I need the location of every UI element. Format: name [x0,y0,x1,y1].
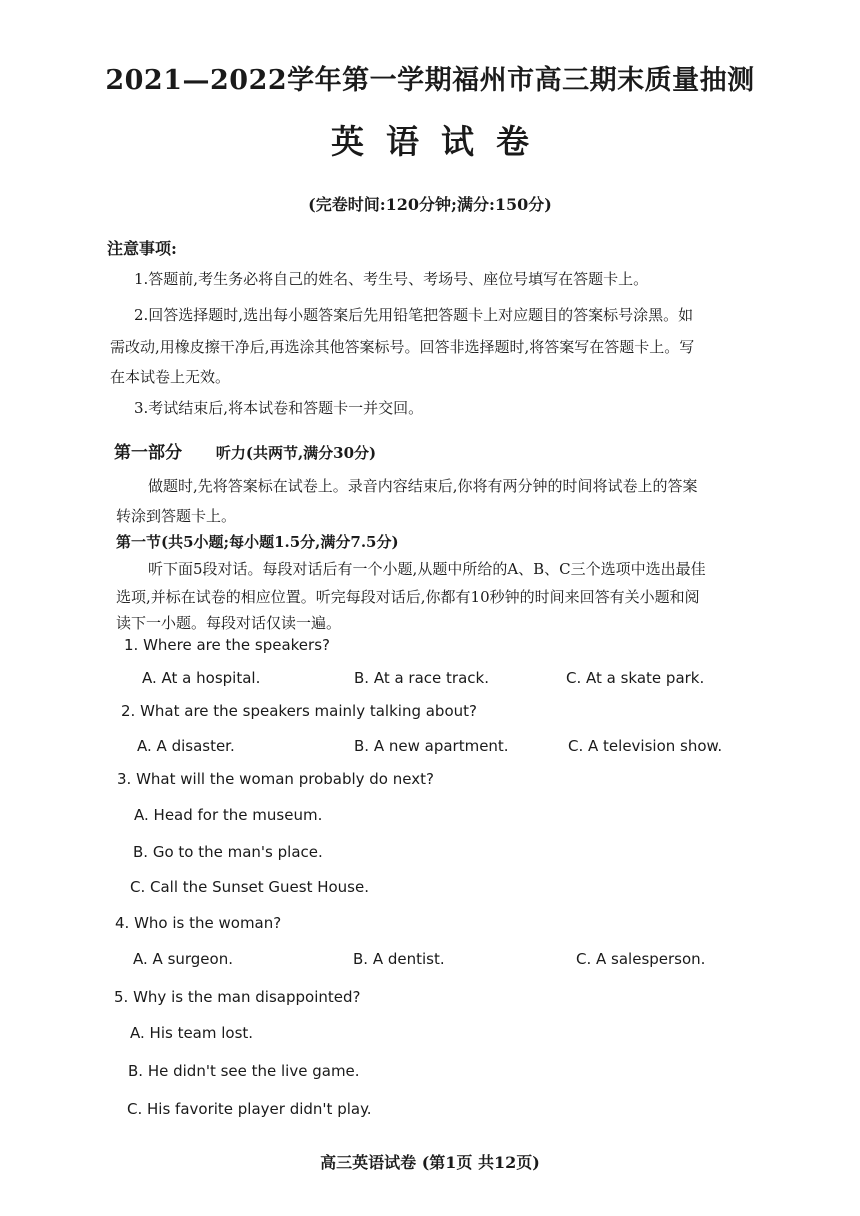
question-5: 5. Why is the man disappointed? [114,988,361,1006]
question-4: 4. Who is the woman? [115,914,282,932]
question-2: 2. What are the speakers mainly talking about? [121,702,477,720]
question-3: 3. What will the woman probably do next? [117,770,434,788]
question-4-option-c: C. A salesperson. [576,950,706,968]
exam-title: 2021—2022学年第一学期福州市高三期末质量抽测 [105,65,755,96]
question-1: 1. Where are the speakers? [124,636,330,654]
question-3-option-a: A. Head for the museum. [134,806,323,824]
section1-line-3: 读下一小题。每段对话仅读一遍。 [116,614,342,632]
note-item-3: 3.考试结束后,将本试卷和答题卡一并交回。 [134,399,424,417]
page-footer: 高三英语试卷 (第1页 共12页) [320,1153,540,1172]
part1-intro-line-1: 做题时,先将答案标在试卷上。录音内容结束后,你将有两分钟的时间将试卷上的答案 [148,477,698,495]
question-3-option-b: B. Go to the man's place. [133,843,323,861]
subject-title: 英语试卷 [331,122,551,161]
part1-heading-label: 第一部分 [114,443,182,463]
question-1-option-b: B. At a race track. [354,669,489,687]
section1-line-1: 听下面5段对话。每段对话后有一个小题,从题中所给的A、B、C三个选项中选出最佳 [148,560,706,578]
notes-heading: 注意事项: [107,239,177,258]
question-5-option-a: A. His team lost. [130,1024,254,1042]
note-item-2-line-3: 在本试卷上无效。 [110,368,231,386]
question-2-option-b: B. A new apartment. [354,737,509,755]
section1-line-2: 选项,并标在试卷的相应位置。听完每段对话后,你都有10秒钟的时间来回答有关小题和阅 [116,588,700,606]
part1-heading-sub: 听力(共两节,满分30分) [215,444,377,462]
question-4-option-a: A. A surgeon. [133,950,233,968]
question-2-option-a: A. A disaster. [137,737,235,755]
question-1-option-a: A. At a hospital. [142,669,261,687]
note-item-2-line-2: 需改动,用橡皮擦干净后,再选涂其他答案标号。回答非选择题时,将答案写在答题卡上。写 [110,338,695,356]
question-5-option-b: B. He didn't see the live game. [128,1062,360,1080]
question-3-option-c: C. Call the Sunset Guest House. [130,878,369,896]
question-4-option-b: B. A dentist. [353,950,445,968]
part1-intro-line-2: 转涂到答题卡上。 [116,507,237,525]
part1-heading [114,438,376,463]
question-1-option-c: C. At a skate park. [566,669,705,687]
question-5-option-c: C. His favorite player didn't play. [127,1100,372,1118]
exam-meta: (完卷时间:120分钟;满分:150分) [308,195,552,214]
note-item-1: 1.答题前,考生务必将自己的姓名、考生号、考场号、座位号填写在答题卡上。 [134,270,649,288]
question-2-option-c: C. A television show. [568,737,723,755]
note-item-2-line-1: 2.回答选择题时,选出每小题答案后先用铅笔把答题卡上对应题目的答案标号涂黑。如 [134,306,694,324]
section1-heading: 第一节(共5小题;每小题1.5分,满分7.5分) [116,533,399,551]
